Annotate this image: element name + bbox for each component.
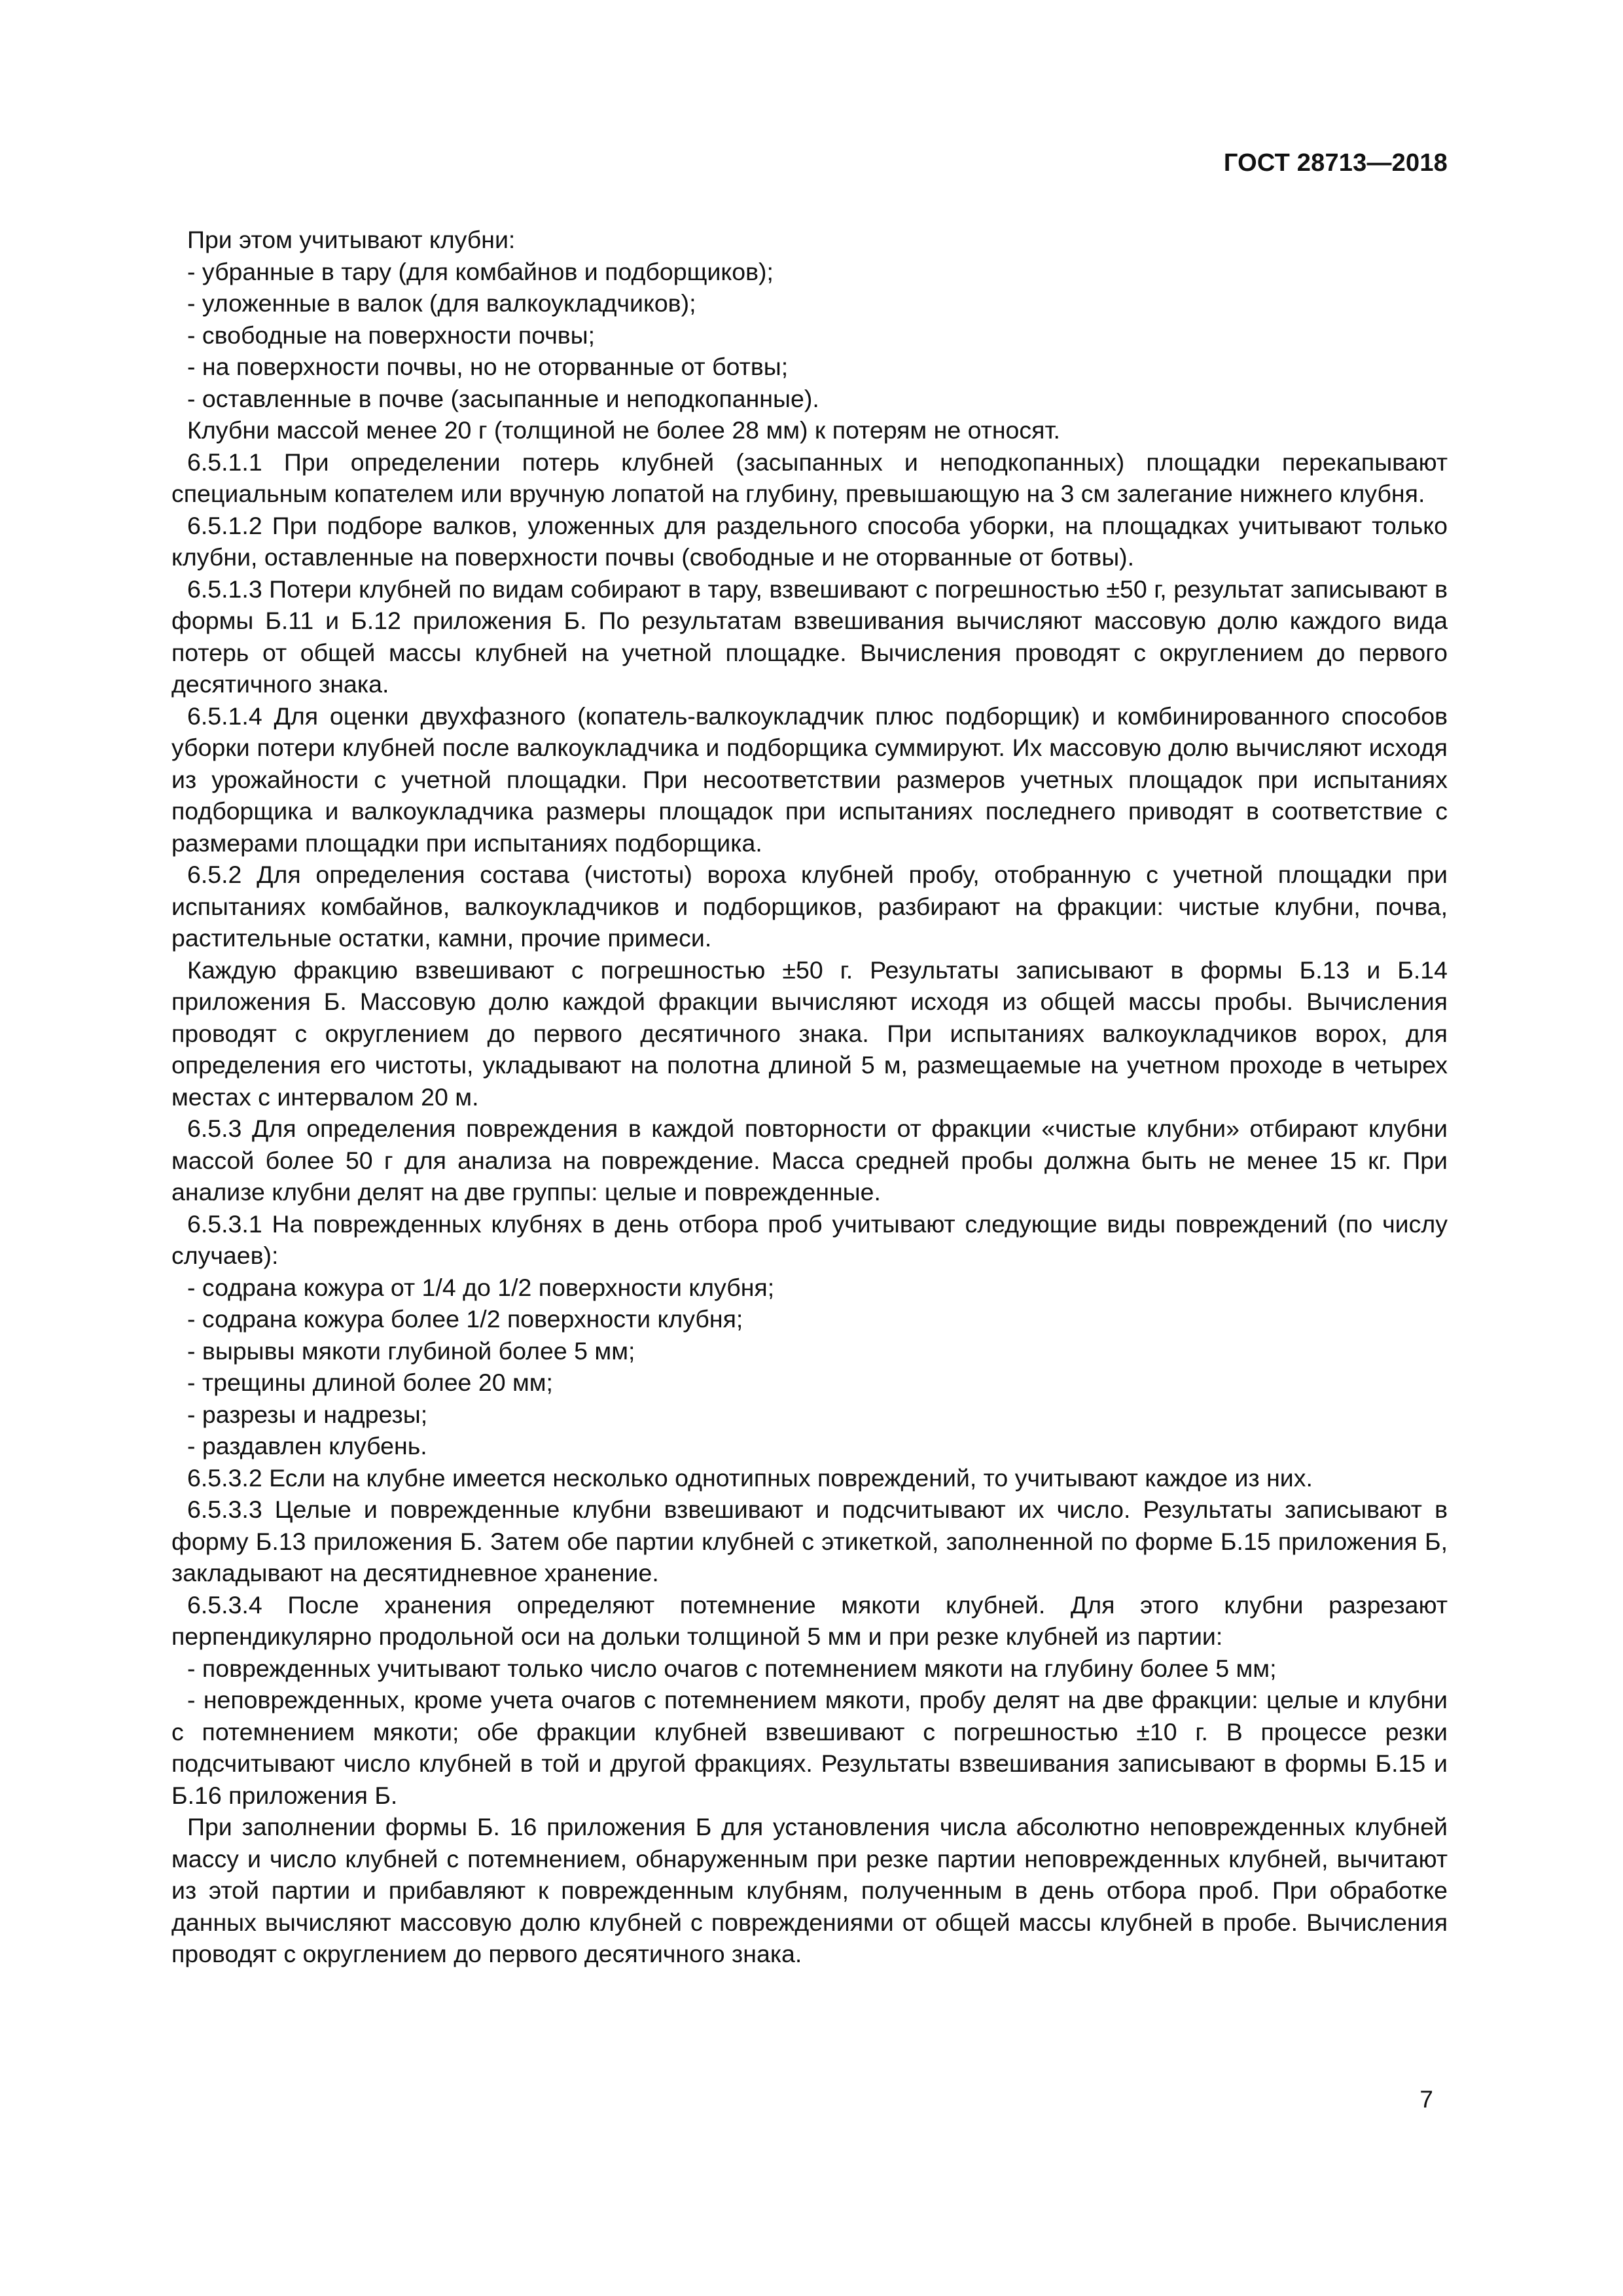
clause-6-5-3: 6.5.3 Для определения повреждения в каждой повторности от фракции «чистые клубни» отбирают клубни массой более 50 г для анализа на повреждение. Масса средней пробы должна быть не менее 15 кг. При анализе клубни делят на две группы: целые и поврежденные. [171, 1115, 1448, 1206]
clause-6-5-1-3: 6.5.1.3 Потери клубней по видам собирают в тару, взвешивают с погрешностью ±50 г, результат записывают в формы Б.11 и Б.12 приложения Б. По результатам взвешивания вычисляют массовую долю каждого вида потерь от общей массы клубней на учетной площадке. Вычисления проводят с округлением до первого десятичного знака. [171, 575, 1448, 698]
paragraph: Каждую фракцию взвешивают с погрешностью ±50 г. Результаты записывают в формы Б.13 и Б.14 приложения Б. Массовую долю каждой фракции вычисляют исходя из общей массы пробы. Вычисления проводят с округлением до первого десятичного знака. При испытаниях валкоукладчиков ворох, для определения его чистоты, укладывают на полотна длиной 5 м, размещаемые на учетном проходе в четырех местах с интервалом 20 м. [171, 956, 1448, 1111]
clause-6-5-1-4: 6.5.1.4 Для оценки двухфазного (копатель-валкоукладчик плюс подборщик) и комбинированного способов уборки потери клубней после валкоукладчика и подборщика суммируют. Их массовую долю вычисляют исходя из урожайности с учетной площадки. При несоответствии размеров учетных площадок при испытаниях подборщика и валкоукладчика размеры площадок при испытаниях последнего приводят в соответствие с размерами площадки при испытаниях подборщика. [171, 702, 1448, 857]
clause-6-5-3-2: 6.5.3.2 Если на клубне имеется несколько однотипных повреждений, то учитывают каждое из них. [187, 1463, 1313, 1492]
list-item: - содрана кожура более 1/2 поверхности клубня; [187, 1305, 743, 1333]
list-item: - на поверхности почвы, но не оторванные от ботвы; [187, 353, 789, 380]
clause-6-5-2: 6.5.2 Для определения состава (чистоты) вороха клубней пробу, отобранную с учетной площадки при испытаниях комбайнов, валкоукладчиков и подборщиков, разбирают на фракции: чистые клубни, почва, растительные остатки, камни, прочие примеси. [171, 861, 1448, 952]
list-item: - оставленные в почве (засыпанные и неподкопанные). [187, 384, 819, 412]
clause-6-5-1-1: 6.5.1.1 При определении потерь клубней (засыпанных и неподкопанных) площадки перекапывают специальным копателем или вручную лопатой на глубину, превышающую на 3 см залегание нижнего клубня. [171, 448, 1448, 507]
list-item: - вырывы мякоти глубиной более 5 мм; [187, 1336, 635, 1365]
list-item: - убранные в тару (для комбайнов и подборщиков); [187, 257, 774, 285]
list-item: - содрана кожура от 1/4 до 1/2 поверхности клубня; [187, 1273, 775, 1301]
list-item: - поврежденных учитывают только число очагов с потемнением мякоти на глубину более 5 мм; [187, 1654, 1277, 1682]
standard-designation: ГОСТ 28713—2018 [1223, 149, 1448, 177]
clause-6-5-1-2: 6.5.1.2 При подборе валков, уложенных для раздельного способа уборки, на площадках учитывают только клубни, оставленные на поверхности почвы (свободные и не оторванные от ботвы). [171, 511, 1448, 571]
list-item: - раздавлен клубень. [187, 1432, 427, 1460]
list-item: - уложенные в валок (для валкоукладчиков); [187, 289, 696, 317]
list-item: - свободные на поверхности почвы; [187, 321, 596, 349]
paragraph-intro: При этом учитывают клубни: [187, 226, 516, 253]
list-item: - трещины длиной более 20 мм; [187, 1369, 553, 1396]
clause-6-5-3-3: 6.5.3.3 Целые и поврежденные клубни взвешивают и подсчитывают их число. Результаты записывают в форму Б.13 приложения Б. Затем обе партии клубней с этикеткой, заполненной по форме Б.15 приложения Б, закладывают на десятидневное хранение. [171, 1496, 1448, 1587]
paragraph: Клубни массой менее 20 г (толщиной не более 28 мм) к потерям не относят. [187, 416, 1060, 444]
paragraph-final: При заполнении формы Б. 16 приложения Б для установления числа абсолютно неповрежденных клубней массу и число клубней с потемнением, обнаруженным при резке партии неповрежденных клубней, вычитают из этой партии и прибавляют к поврежденным клубням, полученным в день отбора проб. При обработке данных вычисляют массовую долю клубней с повреждениями от общей массы клубней в пробе. Вычисления проводят с округлением до первого десятичного знака. [171, 1813, 1448, 1967]
list-item: - разрезы и надрезы; [187, 1400, 428, 1428]
clause-6-5-3-4: 6.5.3.4 После хранения определяют потемнение мякоти клубней. Для этого клубни разрезают перпендикулярно продольной оси на дольки толщиной 5 мм и при резке клубней из партии: [171, 1590, 1448, 1650]
page-number: 7 [1419, 2086, 1433, 2113]
list-item-long: - неповрежденных, кроме учета очагов с потемнением мякоти, пробу делят на две фракции: целые и клубни с потемнением мякоти; обе фракции клубней взвешивают с погрешностью ±10 г. В процессе резки подсчитывают число клубней в той и другой фракциях. Результаты взвешивания записывают в формы Б.15 и Б.16 приложения Б. [171, 1686, 1448, 1809]
clause-6-5-3-1: 6.5.3.1 На поврежденных клубнях в день отбора проб учитывают следующие виды повреждений (по числу случаев): [171, 1210, 1448, 1269]
page-body [171, 224, 1448, 1970]
